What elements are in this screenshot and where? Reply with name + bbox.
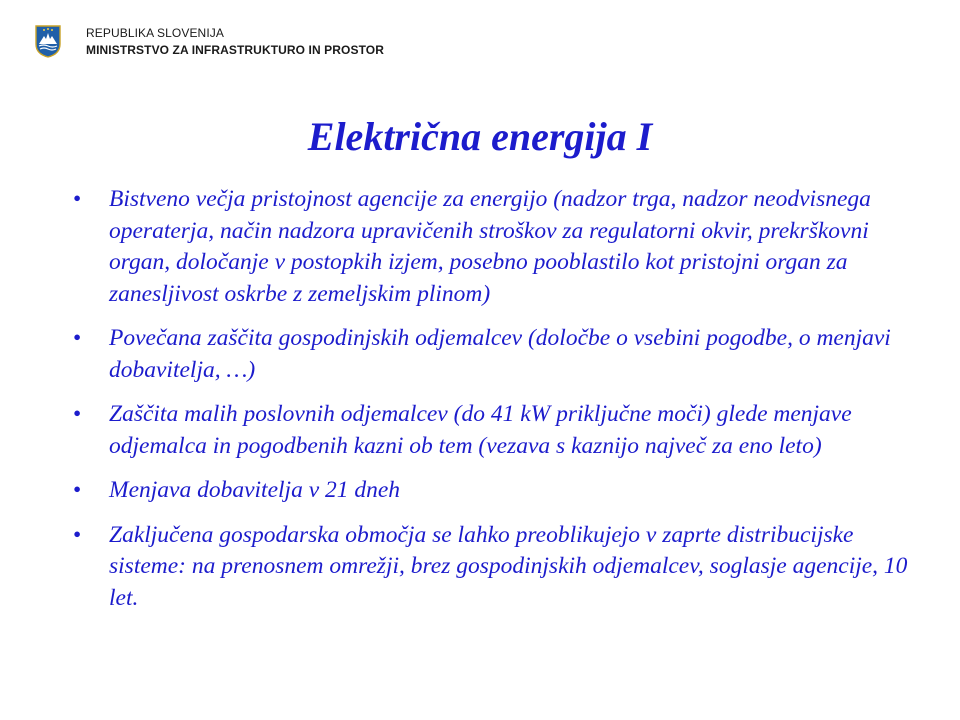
ministry-name: MINISTRSTVO ZA INFRASTRUKTURO IN PROSTOR (86, 43, 384, 57)
bullet-item-agency-powers (70, 184, 930, 310)
bullet-text: Zaključena gospodarska območja se lahko preoblikujejo v zaprte distribucijske sisteme: na prenosnem omrežji, brez gospodinjskih odjemalcev, soglasje agencije, 10 let. (109, 521, 908, 611)
bullet-text: Bistveno večja pristojnost agencije za energijo (nadzor trga, nadzor neodvisnega operaterja, način nadzora upravičenih stroškov za regulatorni okvir, prekrškovni organ, določanje v postopkih izjem, posebno pooblastilo kot pristojni organ za zanesljivost oskrbe z zemeljskim plinom) (109, 186, 871, 307)
bullet-marker: • (73, 401, 82, 427)
country-name: REPUBLIKA SLOVENIJA (86, 26, 224, 40)
bullet-text: Povečana zaščita gospodinjskih odjemalcev (določbe o vsebini pogodbe, o menjavi dobavitelja, …) (109, 325, 891, 383)
ministry-header (34, 24, 384, 59)
bullet-marker: • (73, 477, 82, 503)
bullet-text: Menjava dobavitelja v 21 dneh (109, 477, 401, 503)
bullet-text: Zaščita malih poslovnih odjemalcev (do 41 kW priključne moči) glede menjave odjemalca in pogodbenih kazni ob tem (vezava s kaznijo največ za eno leto) (109, 401, 852, 459)
bullet-marker: • (73, 186, 82, 212)
bullet-item-small-business-protection (70, 399, 930, 462)
bullet-item-supplier-switch (70, 475, 930, 507)
bullet-list (70, 184, 930, 627)
slovenia-coat-of-arms-icon (34, 24, 62, 58)
bullet-marker: • (73, 521, 82, 548)
bullet-item-household-protection (70, 323, 930, 386)
slide-title: Električna energija I (307, 114, 653, 159)
bullet-marker: • (73, 325, 82, 351)
bullet-item-closed-distribution-systems (70, 520, 930, 615)
